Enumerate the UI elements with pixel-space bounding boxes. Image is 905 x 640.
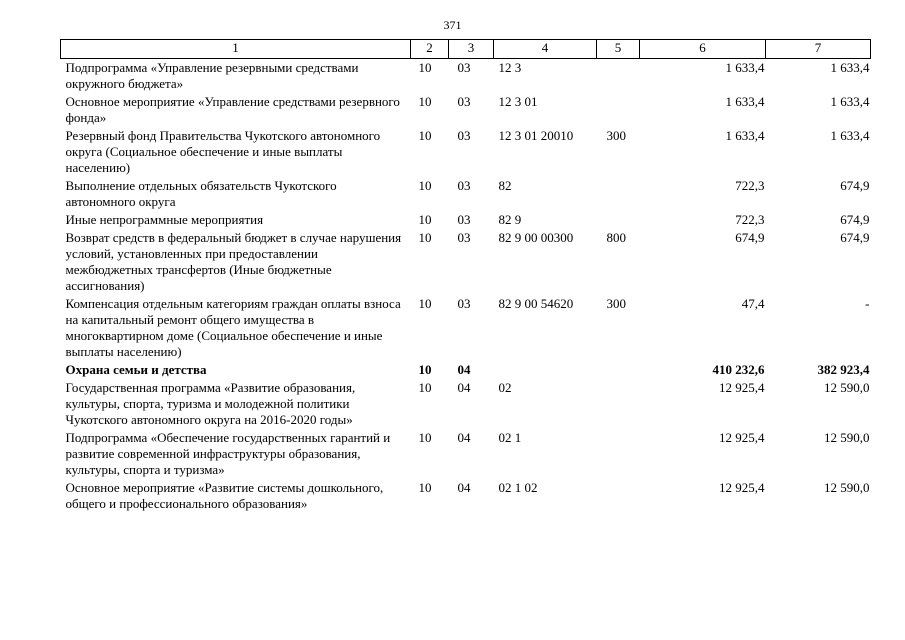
row-amount-2: 1 633,4 — [830, 128, 870, 143]
page-number: 371 — [443, 18, 462, 32]
row-amount-1: 410 232,6 — [712, 362, 765, 377]
row-target-code: 02 — [498, 380, 512, 395]
table-body — [61, 59, 871, 514]
row-target-code: 02 1 02 — [498, 480, 538, 495]
row-target-code — [494, 361, 597, 379]
header-col-3: 3 — [449, 40, 494, 59]
row-expense-type — [597, 379, 640, 429]
row-amount-2: - — [865, 296, 870, 311]
row-amount-2: 1 633,4 — [830, 94, 870, 109]
row-amount-2: 1 633,4 — [830, 60, 870, 75]
row-target-code: 82 9 00 00300 — [498, 230, 574, 245]
row-subsection: 03 — [457, 230, 471, 245]
row-subsection: 03 — [457, 128, 471, 143]
row-section: 10 — [418, 60, 432, 75]
row-name: Основное мероприятие «Управление средствами резервного фонда» — [65, 94, 400, 125]
row-subsection: 04 — [457, 430, 471, 445]
row-amount-2: 674,9 — [840, 212, 870, 227]
row-section: 10 — [418, 380, 432, 395]
row-amount-2: 674,9 — [840, 230, 870, 245]
table-header — [61, 40, 871, 59]
table-row — [61, 59, 871, 94]
header-col-2: 2 — [411, 40, 449, 59]
row-subsection: 03 — [457, 296, 471, 311]
row-section: 10 — [418, 230, 432, 245]
row-subsection: 04 — [457, 362, 471, 377]
row-target-code: 82 9 00 54620 — [498, 296, 574, 311]
row-expense-type — [597, 211, 640, 229]
header-row — [61, 40, 871, 59]
row-expense-type: 800 — [606, 230, 626, 245]
header-col-1: 1 — [61, 40, 411, 59]
header-col-4: 4 — [494, 40, 597, 59]
row-name: Подпрограмма «Обеспечение государственных гарантий и развитие современной инфраструктуры образования, культуры, спорта и туризма» — [65, 430, 391, 477]
row-subsection: 04 — [457, 480, 471, 495]
row-section: 10 — [418, 362, 432, 377]
row-name: Основное мероприятие «Развитие системы дошкольного, общего и профессионального образования» — [65, 480, 384, 511]
row-target-code: 12 3 — [498, 60, 522, 75]
row-amount-1: 722,3 — [735, 212, 765, 227]
row-amount-1: 47,4 — [741, 296, 765, 311]
row-section: 10 — [418, 212, 432, 227]
row-expense-type — [597, 59, 640, 94]
table-row — [61, 127, 871, 177]
row-name: Иные непрограммные мероприятия — [65, 212, 264, 227]
row-expense-type — [597, 429, 640, 479]
row-section: 10 — [418, 94, 432, 109]
row-subsection: 03 — [457, 94, 471, 109]
row-expense-type — [597, 177, 640, 211]
row-name: Выполнение отдельных обязательств Чукотского автономного округа — [65, 178, 337, 209]
header-col-6: 6 — [640, 40, 766, 59]
row-amount-2: 382 923,4 — [817, 362, 870, 377]
row-name: Резервный фонд Правительства Чукотского автономного округа (Социальное обеспечение и иные выплаты населению) — [65, 128, 381, 175]
table-row — [61, 211, 871, 229]
row-amount-2: 12 590,0 — [824, 430, 870, 445]
row-amount-2: 12 590,0 — [824, 380, 870, 395]
row-name: Государственная программа «Развитие образования, культуры, спорта, туризма и молодежной политики Чукотского автономного округа на 2016-2020 годы» — [65, 380, 356, 427]
row-subsection: 03 — [457, 60, 471, 75]
table-row — [61, 379, 871, 429]
row-target-code: 82 — [498, 178, 512, 193]
row-name: Охрана семьи и детства — [65, 362, 207, 377]
budget-table — [60, 39, 871, 513]
row-subsection: 03 — [457, 212, 471, 227]
table-row — [61, 177, 871, 211]
row-target-code: 02 1 — [498, 430, 522, 445]
row-section: 10 — [418, 178, 432, 193]
row-amount-1: 12 925,4 — [719, 430, 765, 445]
row-subsection: 03 — [457, 178, 471, 193]
table-row — [61, 479, 871, 513]
row-expense-type — [597, 93, 640, 127]
header-col-5: 5 — [597, 40, 640, 59]
header-col-7: 7 — [766, 40, 871, 59]
table-row — [61, 93, 871, 127]
table-row — [61, 229, 871, 295]
row-section: 10 — [418, 430, 432, 445]
row-amount-1: 12 925,4 — [719, 480, 765, 495]
row-expense-type — [597, 479, 640, 513]
table-row — [61, 429, 871, 479]
row-section: 10 — [418, 128, 432, 143]
row-amount-1: 1 633,4 — [725, 60, 765, 75]
row-target-code: 12 3 01 20010 — [498, 128, 574, 143]
row-target-code: 82 9 — [498, 212, 522, 227]
row-expense-type — [597, 361, 640, 379]
table-row — [61, 295, 871, 361]
row-section: 10 — [418, 296, 432, 311]
row-subsection: 04 — [457, 380, 471, 395]
row-name: Компенсация отдельным категориям граждан оплаты взноса на капитальный ремонт общего имущества в многоквартирном доме (Социальное обеспечение и иные выплаты населению) — [65, 296, 401, 359]
row-amount-1: 674,9 — [735, 230, 765, 245]
table-row — [61, 361, 871, 379]
row-amount-1: 722,3 — [735, 178, 765, 193]
row-amount-1: 1 633,4 — [725, 94, 765, 109]
row-amount-2: 12 590,0 — [824, 480, 870, 495]
row-amount-1: 1 633,4 — [725, 128, 765, 143]
row-amount-1: 12 925,4 — [719, 380, 765, 395]
row-name: Подпрограмма «Управление резервными средствами окружного бюджета» — [65, 60, 359, 91]
row-expense-type: 300 — [606, 128, 626, 143]
row-name: Возврат средств в федеральный бюджет в случае нарушения условий, установленных при предоставлении межбюджетных трансфертов (Иные бюджетные ассигнования) — [65, 230, 402, 293]
row-amount-2: 674,9 — [840, 178, 870, 193]
row-target-code: 12 3 01 — [498, 94, 538, 109]
row-expense-type: 300 — [606, 296, 626, 311]
row-section: 10 — [418, 480, 432, 495]
